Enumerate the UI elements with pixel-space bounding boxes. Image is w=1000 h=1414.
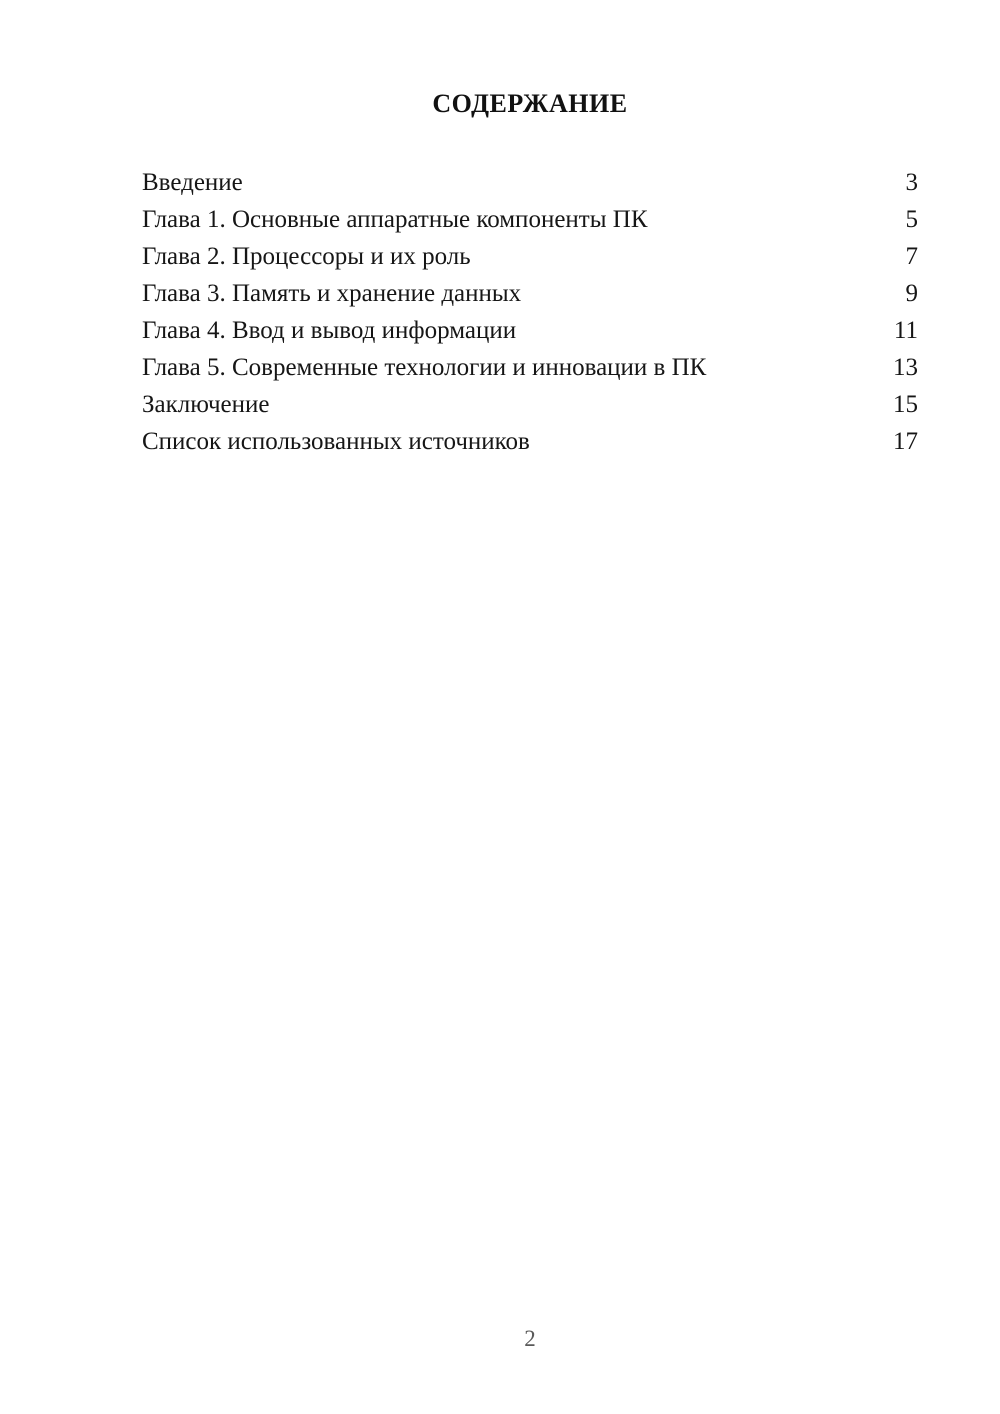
toc-entry-page-number: 3 [905,169,918,196]
toc-row [142,312,918,349]
toc-entry-label: Глава 1. Основные аппаратные компоненты ПК [142,206,648,233]
toc-entry-label: Глава 4. Ввод и вывод информации [142,317,517,344]
toc-entry-page-number: 7 [905,243,918,270]
toc-entry-page-number: 17 [893,428,918,455]
toc-entry-page-number: 15 [893,391,918,418]
toc-entry-label: Глава 3. Память и хранение данных [142,280,522,307]
toc-entry-page-number: 13 [893,354,918,381]
toc-row [142,164,918,201]
table-of-contents [142,164,918,460]
toc-row [142,349,918,386]
toc-entry-page-number: 11 [893,317,918,344]
toc-entry-label: Список использованных источников [142,428,530,455]
toc-row [142,275,918,312]
toc-entry-page-number: 5 [905,206,918,233]
footer-page-number: 2 [524,1326,536,1351]
toc-row [142,386,918,423]
toc-entry-page-number: 9 [905,280,918,307]
toc-entry-label: Введение [142,169,243,196]
toc-row [142,423,918,460]
toc-entry-label: Глава 5. Современные технологии и инновации в ПК [142,354,707,381]
toc-row [142,201,918,238]
toc-entry-label: Глава 2. Процессоры и их роль [142,243,471,270]
toc-row [142,238,918,275]
toc-entry-label: Заключение [142,391,270,418]
page-title: СОДЕРЖАНИЕ [432,89,628,118]
